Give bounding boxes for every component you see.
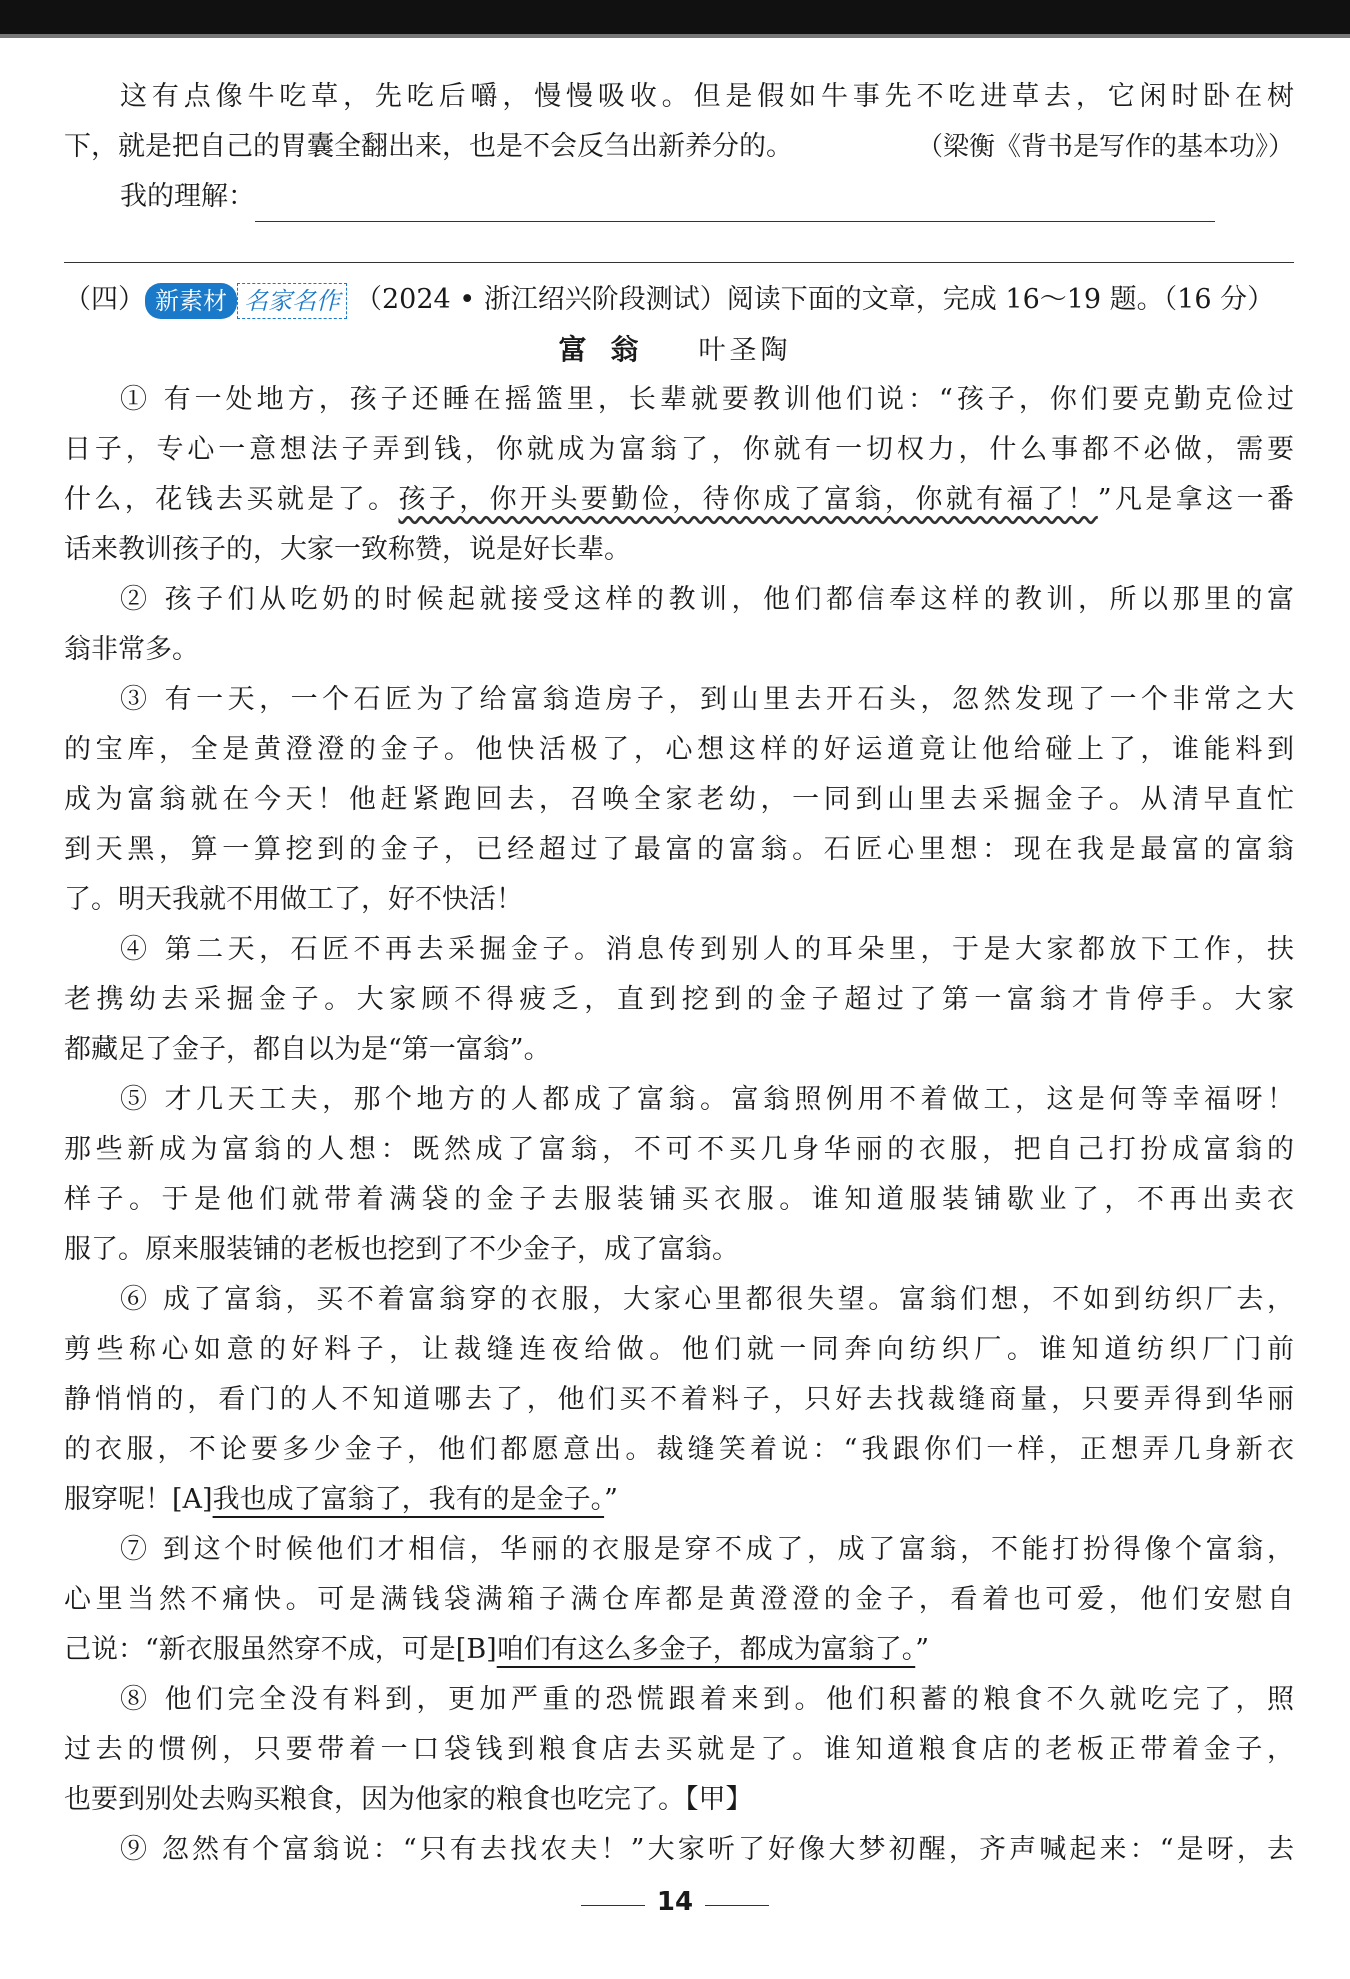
article-line: 都藏足了金子，都自以为是“第一富翁”。 <box>64 1034 551 1065</box>
article-line: ⑥ 成了富翁，买不着富翁穿的衣服，大家心里都很失望。富翁们想，不如到纺织厂去， <box>120 1284 1294 1315</box>
answer-blank-line[interactable] <box>255 187 1215 222</box>
article-text: 服穿呢！[A] <box>64 1484 213 1515</box>
article-line: 过去的惯例，只要带着一口袋钱到粮食店去买就是了。谁知道粮食店的老板正带着金子， <box>64 1734 1294 1765</box>
article-line <box>64 1475 1294 1525</box>
article-author: 叶圣陶 <box>698 335 792 366</box>
answer-prompt <box>120 172 1294 222</box>
article-title: 富翁 <box>558 333 663 366</box>
wavy-underlined-sentence: 孩子，你开头要勤俭，待你成了富翁，你就有福了！ <box>398 484 1098 515</box>
article-text: 什么，花钱去买就是了。 <box>64 484 399 515</box>
article-line: 话来教训孩子的，大家一致称赞，说是好长辈。 <box>64 534 631 565</box>
article-line: ④ 第二天，石匠不再去采掘金子。消息传到别人的耳朵里，于是大家都放下工作，扶 <box>120 934 1294 965</box>
article-text: 己说：“新衣服虽然穿不成，可是[B] <box>64 1634 497 1665</box>
article-line: ③ 有一天，一个石匠为了给富翁造房子，到山里去开石头，忽然发现了一个非常之大 <box>120 684 1294 715</box>
article-line: 到天黑，算一算挖到的金子，已经超过了最富的富翁。石匠心里想：现在我是最富的富翁 <box>64 834 1294 865</box>
article-line: 翁非常多。 <box>64 634 199 665</box>
article-line: 日子，专心一意想法子弄到钱，你就成为富翁了，你就有一切权力，什么事都不必做，需要 <box>64 434 1294 465</box>
article-line: ② 孩子们从吃奶的时候起就接受这样的教训，他们都信奉这样的教训，所以那里的富 <box>120 584 1294 615</box>
article-text: ”凡是拿这一番 <box>1097 484 1294 515</box>
section-header <box>64 275 1294 325</box>
article-line: ⑦ 到这个时候他们才相信，华丽的衣服是穿不成了，成了富翁，不能打扮得像个富翁， <box>120 1534 1294 1565</box>
article-line: 服了。原来服装铺的老板也挖到了不少金子，成了富翁。 <box>64 1234 739 1265</box>
section-instruction: （2024 • 浙江绍兴阶段测试）阅读下面的文章，完成 16～19 题。（16 分） <box>355 284 1275 315</box>
prior-text-line <box>64 122 1294 172</box>
prior-text-end: 下，就是把自己的胃囊全翻出来，也是不会反刍出新养分的。 <box>64 131 793 162</box>
article-line: 那些新成为富翁的人想：既然成了富翁，不可不买几身华丽的衣服，把自己打扮成富翁的 <box>64 1134 1294 1165</box>
page-number: 14 <box>656 1887 694 1917</box>
footer-rule-right <box>705 1905 769 1906</box>
footer-rule-left <box>581 1905 645 1906</box>
article-line: 成为富翁就在今天！他赶紧跑回去，召唤全家老幼，一同到山里去采掘金子。从清早直忙 <box>64 784 1294 815</box>
page-footer <box>0 1882 1350 1922</box>
article-line: ① 有一处地方，孩子还睡在摇篮里，长辈就要教训他们说：“孩子，你们要克勤克俭过 <box>120 384 1294 415</box>
article-line: 心里当然不痛快。可是满钱袋满箱子满仓库都是黄澄澄的金子，看着也可爱，他们安慰自 <box>64 1584 1294 1615</box>
quote-source: （梁衡《背书是写作的基本功》） <box>916 132 1294 162</box>
article-line: 也要到别处去购买粮食，因为他家的粮食也吃完了。【甲】 <box>64 1784 753 1815</box>
article-line: 老携幼去采掘金子。大家顾不得疲乏，直到挖到的金子超过了第一富翁才肯停手。大家 <box>64 984 1294 1015</box>
answer-label: 我的理解： <box>120 181 255 212</box>
article-line: 样子。于是他们就带着满袋的金子去服装铺买衣服。谁知道服装铺歇业了，不再出卖衣 <box>64 1184 1294 1215</box>
classic-work-badge: 名家名作 <box>237 283 347 319</box>
article-line: 剪些称心如意的好料子，让裁缝连夜给做。他们就一同奔向纺织厂。谁知道纺织厂门前 <box>64 1334 1294 1365</box>
underlined-sentence: 咱们有这么多金子，都成为富翁了。 <box>496 1634 916 1665</box>
underlined-sentence: 我也成了富翁了，我有的是金子。 <box>212 1484 605 1515</box>
article-line: ⑧ 他们完全没有料到，更加严重的恐慌跟着来到。他们积蓄的粮食不久就吃完了，照 <box>120 1684 1294 1715</box>
article-heading <box>0 325 1350 375</box>
answer-blank-line-2[interactable] <box>64 262 1294 263</box>
new-material-badge: 新素材 <box>145 283 237 319</box>
article-line: 的衣服，不论要多少金子，他们都愿意出。裁缝笑着说：“我跟你们一样，正想弄几身新衣 <box>64 1434 1294 1465</box>
top-border-bar <box>0 0 1350 34</box>
section-number: （四） <box>64 284 145 315</box>
article-text: ” <box>604 1484 618 1515</box>
article-line: 静悄悄的，看门的人不知道哪去了，他们买不着料子，只好去找裁缝商量，只要弄得到华丽 <box>64 1384 1294 1415</box>
article-text: ” <box>915 1634 930 1665</box>
article-line: 了。明天我就不用做工了，好不快活！ <box>64 884 523 915</box>
article-line: ⑤ 才几天工夫，那个地方的人都成了富翁。富翁照例用不着做工，这是何等幸福呀！ <box>120 1084 1294 1115</box>
prior-text-line: 这有点像牛吃草，先吃后嚼，慢慢吸收。但是假如牛事先不吃进草去，它闲时卧在树 <box>120 81 1294 112</box>
article-line <box>64 475 1294 525</box>
article-line: 的宝库，全是黄澄澄的金子。他快活极了，心想这样的好运道竟让他给碰上了，谁能料到 <box>64 734 1294 765</box>
article-line <box>64 1625 1294 1675</box>
article-line: ⑨ 忽然有个富翁说：“只有去找农夫！”大家听了好像大梦初醒，齐声喊起来：“是呀，去 <box>120 1834 1294 1865</box>
